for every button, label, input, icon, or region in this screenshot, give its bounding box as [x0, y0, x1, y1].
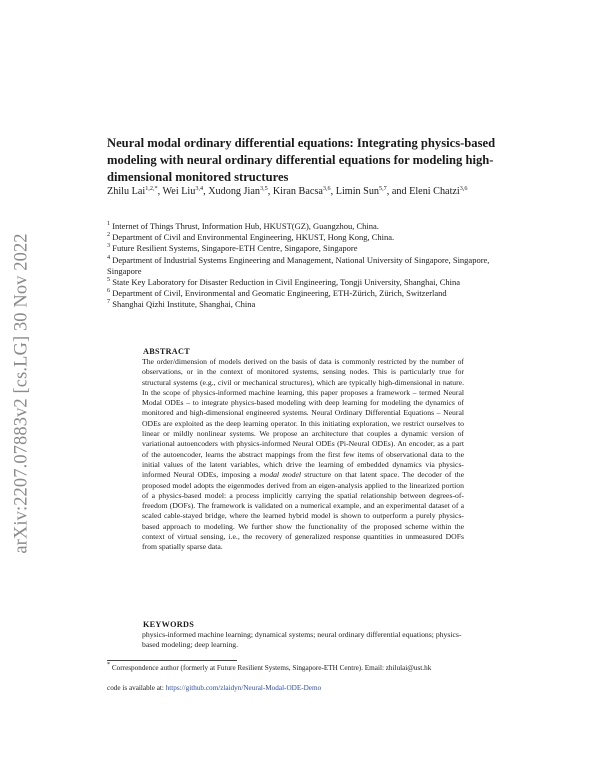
- author-5: Limin Sun$^{5,7}$: [335, 185, 387, 197]
- paper-title: Neural modal ordinary differential equations: Integrating physics-based modeling with neural ordinary differential equations for modeling high-dimensional monitored structures: [107, 136, 496, 184]
- arxiv-id: arXiv:2207.07883v2 [cs.LG] 30 Nov 2022: [11, 232, 32, 554]
- affiliation-item: $^2$ Department of Civil and Environmental Engineering, HKUST, Hong Kong, China.: [107, 231, 395, 243]
- arxiv-stamp: [7, 212, 37, 574]
- code-link[interactable]: https://github.com/zlaidyn/Neural-Modal-ODE-Demo: [165, 684, 322, 692]
- affiliation-item: $^6$ Department of Civil, Environmental and Geomatic Engineering, ETH-Zürich, Zürich, Switzerland: [107, 287, 447, 299]
- abstract-emphasis: modal model: [259, 470, 302, 480]
- affiliation-item: $^5$ State Key Laboratory for Disaster Reduction in Civil Engineering, Tongji University, Shanghai, China: [107, 276, 461, 288]
- affiliation-item: $^3$ Future Resilient Systems, Singapore-ETH Centre, Singapore, Singapore: [107, 242, 358, 254]
- author-4: Kiran Bacsa$^{3,6}$: [272, 185, 331, 197]
- affiliation-item: $^7$ Shanghai Qizhi Institute, Shanghai, China: [107, 298, 256, 310]
- code-availability: code is available at: https://github.com/zlaidyn/Neural-Modal-ODE-Demo: [107, 684, 322, 692]
- footnote-divider: [107, 660, 237, 661]
- correspondence-footnote: * Correspondence author (formerly at Future Resilient Systems, Singapore-ETH Centre). Email: zhilulai@ust.hk: [107, 661, 432, 672]
- abstract-body: The order/dimension of models derived on the basis of data is commonly restricted by the number of observations, or in the context of monitored systems, sensing nodes. This is particularly true for structural systems (e.g., civil or mechanical structures), which are typically high-dimensional in nature. In the scope of physics-informed machine learning, this paper proposes a framework – termed Neural Modal ODEs – to integrate physics-based modeling with deep learning for modeling the dynamics of monitored and high-dimensional engineered systems. Neural Ordinary Differential Equations – Neural ODEs are exploited as the deep learning operator. In this initiating exploration, we restrict ourselves to linear or mildly nonlinear systems. We propose an architecture that couples a dynamic version of variational autoencoders with physics-informed Neural ODEs (Pi-Neural ODEs). An encoder, as a part of the autoencoder, learns the abstract mappings from the first few items of observational data to the initial values of the latent variables, which drive the learning of embedded dynamics via physics-informed Neural ODEs, imposing a modal model structure on that latent space. The decoder of the proposed model adopts the eigenmodes derived from an eigen-analysis applied to the linearized portion of a physics-based model: a process implicitly carrying the spatial relationship between degrees-of-freedom (DOFs). The framework is validated on a numerical example, and an experimental dataset of a scaled cable-stayed bridge, where the learned hybrid model is shown to outperform a purely physics-based approach to modeling. We further show the functionality of the proposed scheme within the context of virtual sensing, i.e., the recovery of generalized response quantities in unmeasured DOFs from spatially sparse data.: [142, 357, 464, 552]
- author-6: Eleni Chatzi$^{3,6}$: [409, 185, 468, 197]
- author-3: Xudong Jian$^{3,5}$: [208, 185, 268, 197]
- affiliation-item: $^4$ Department of Industrial Systems Engineering and Management, National University of Singapore, Singapore, Singapore: [107, 253, 490, 276]
- author-list: Zhilu Lai$^{1,2,*}$, Wei Liu$^{3,4}$, Xudong Jian$^{3,5}$, Kiran Bacsa$^{3,6}$, Limin Sun$^{5,7}$, and Eleni Chatzi$^{3,6}$: [107, 185, 468, 197]
- author-2: Wei Liu$^{3,4}$: [162, 185, 204, 197]
- affiliation-item: $^1$ Internet of Things Thrust, Information Hub, HKUST(GZ), Guangzhou, China.: [107, 220, 379, 231]
- affiliation-list: [107, 221, 499, 311]
- keywords-body: physics-informed machine learning; dynamical systems; neural ordinary differential equations; physics-based modeling; deep learning.: [142, 630, 462, 650]
- author-1: Zhilu Lai$^{1,2,*}$: [107, 185, 158, 197]
- abstract-heading: ABSTRACT: [143, 347, 190, 356]
- keywords-heading: KEYWORDS: [143, 620, 195, 629]
